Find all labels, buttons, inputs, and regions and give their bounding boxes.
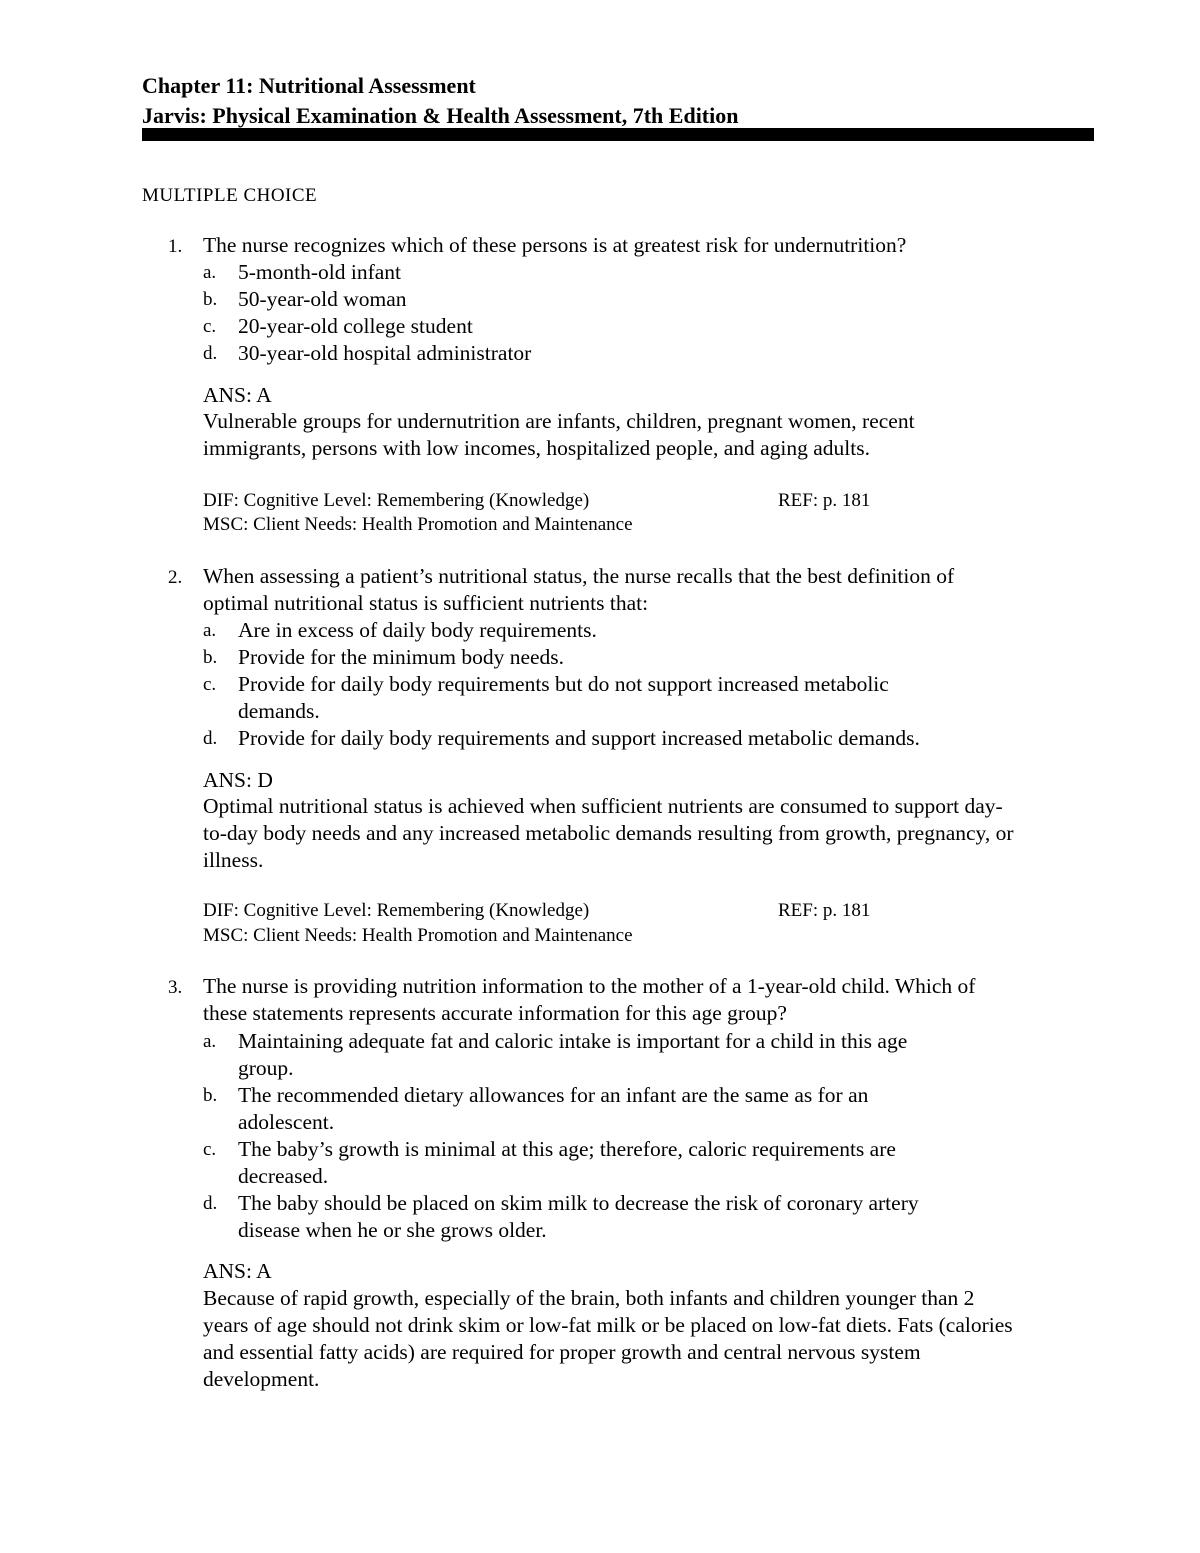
option-text: 5-month-old infant xyxy=(238,260,402,284)
question-stem: optimal nutritional status is sufficient nutrients that: xyxy=(203,591,649,615)
option-text: decreased. xyxy=(238,1164,329,1188)
option-letter: a. xyxy=(203,620,217,641)
question-stem: The nurse is providing nutrition information to the mother of a 1-year-old child. Which of xyxy=(203,974,976,998)
option-text: Provide for daily body requirements but do not support increased metabolic xyxy=(238,672,889,696)
option-text: Are in excess of daily body requirements. xyxy=(238,618,597,642)
question-number: 1. xyxy=(168,236,183,257)
option-letter: b. xyxy=(203,1085,218,1106)
option-text: demands. xyxy=(238,699,320,723)
rationale-line: Vulnerable groups for undernutrition are infants, children, pregnant women, recent xyxy=(203,409,915,433)
rationale-line: development. xyxy=(203,1367,320,1391)
option-letter: c. xyxy=(203,1139,217,1160)
section-heading: MULTIPLE CHOICE xyxy=(142,185,318,206)
question-stem: When assessing a patient’s nutritional status, the nurse recalls that the best definition of xyxy=(203,564,955,588)
option-letter: d. xyxy=(203,1193,218,1214)
client-needs-meta: MSC: Client Needs: Health Promotion and Maintenance xyxy=(203,925,633,946)
question-number: 2. xyxy=(168,567,183,588)
option-letter: b. xyxy=(203,647,218,668)
rationale-line: to-day body needs and any increased metabolic demands resulting from growth, pregnancy, or xyxy=(203,821,1014,845)
question-stem: these statements represents accurate information for this age group? xyxy=(203,1001,787,1025)
option-letter: b. xyxy=(203,289,218,310)
option-text: Provide for the minimum body needs. xyxy=(238,645,565,669)
answer-key: ANS: A xyxy=(203,383,272,407)
rationale-line: illness. xyxy=(203,848,264,872)
option-letter: c. xyxy=(203,674,217,695)
option-text: adolescent. xyxy=(238,1110,335,1134)
reference-meta: REF: p. 181 xyxy=(778,900,871,921)
answer-key: ANS: D xyxy=(203,768,273,792)
client-needs-meta: MSC: Client Needs: Health Promotion and Maintenance xyxy=(203,514,633,535)
option-letter: d. xyxy=(203,728,218,749)
option-letter: c. xyxy=(203,316,217,337)
option-letter: d. xyxy=(203,343,218,364)
rationale-line: Optimal nutritional status is achieved when sufficient nutrients are consumed to support day- xyxy=(203,794,1003,818)
reference-meta: REF: p. 181 xyxy=(778,490,871,511)
answer-key: ANS: A xyxy=(203,1259,272,1283)
chapter-title: Chapter 11: Nutritional Assessment xyxy=(142,73,476,98)
option-text: Maintaining adequate fat and caloric intake is important for a child in this age xyxy=(238,1029,908,1053)
option-text: 30-year-old hospital administrator xyxy=(238,341,532,365)
question-number: 3. xyxy=(168,977,183,998)
difficulty-meta: DIF: Cognitive Level: Remembering (Knowledge) xyxy=(203,900,590,921)
rationale-line: and essential fatty acids) are required for proper growth and central nervous system xyxy=(203,1340,921,1364)
rationale-line: years of age should not drink skim or low-fat milk or be placed on low-fat diets. Fats (calories xyxy=(203,1313,1013,1337)
difficulty-meta: DIF: Cognitive Level: Remembering (Knowledge) xyxy=(203,490,590,511)
header-rule xyxy=(142,128,1094,141)
option-text: group. xyxy=(238,1056,294,1080)
question-stem: The nurse recognizes which of these persons is at greatest risk for undernutrition? xyxy=(203,233,907,257)
option-text: 50-year-old woman xyxy=(238,287,407,311)
option-text: 20-year-old college student xyxy=(238,314,473,338)
rationale-line: immigrants, persons with low incomes, hospitalized people, and aging adults. xyxy=(203,436,870,460)
option-text: The recommended dietary allowances for an infant are the same as for an xyxy=(238,1083,869,1107)
option-text: The baby should be placed on skim milk to decrease the risk of coronary artery xyxy=(238,1191,919,1215)
option-letter: a. xyxy=(203,1031,217,1052)
rationale-line: Because of rapid growth, especially of the brain, both infants and children younger than 2 xyxy=(203,1286,975,1310)
option-text: The baby’s growth is minimal at this age; therefore, caloric requirements are xyxy=(238,1137,896,1161)
option-text: Provide for daily body requirements and support increased metabolic demands. xyxy=(238,726,920,750)
option-letter: a. xyxy=(203,262,217,283)
option-text: disease when he or she grows older. xyxy=(238,1218,547,1242)
book-title: Jarvis: Physical Examination & Health Assessment, 7th Edition xyxy=(142,103,739,128)
